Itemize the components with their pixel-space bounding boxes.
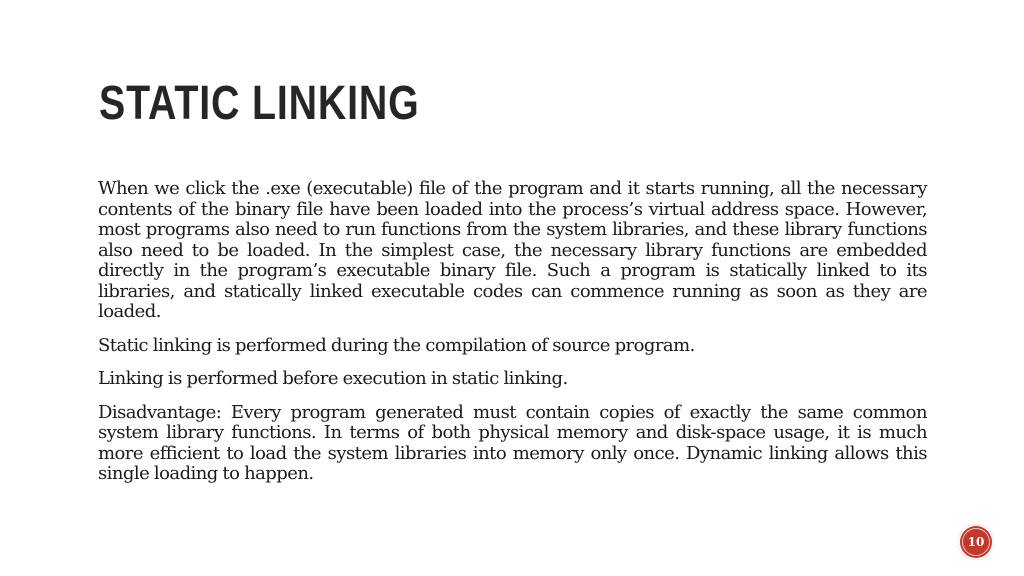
page-number: 10	[967, 535, 985, 549]
slide-body	[98, 179, 927, 498]
body-paragraph-1: When we click the .exe (executable) file of the program and it starts running, all the necessary contents of the binary file have been loaded into the process’s virtual address space. However, most programs also need to run functions from the system libraries, and these library functions also need to be loaded. In the simplest case, the necessary library functions are embedded directly in the program’s executable binary file. Such a program is statically linked to its libraries, and statically linked executable codes can commence running as soon as they are loaded.	[98, 178, 927, 322]
page-number-badge	[958, 524, 994, 560]
body-paragraph-4: Disadvantage: Every program generated must contain copies of exactly the same common system library functions. In terms of both physical memory and disk-space usage, it is much more efficient to load the system libraries into memory only once. Dynamic linking allows this single loading to happen.	[98, 401, 927, 484]
body-paragraph-2: Static linking is performed during the compilation of source program.	[98, 334, 695, 356]
page-number-ring	[962, 528, 990, 556]
slide-title: STATIC LINKING	[99, 77, 420, 130]
body-paragraph-3: Linking is performed before execution in static linking.	[98, 368, 568, 389]
